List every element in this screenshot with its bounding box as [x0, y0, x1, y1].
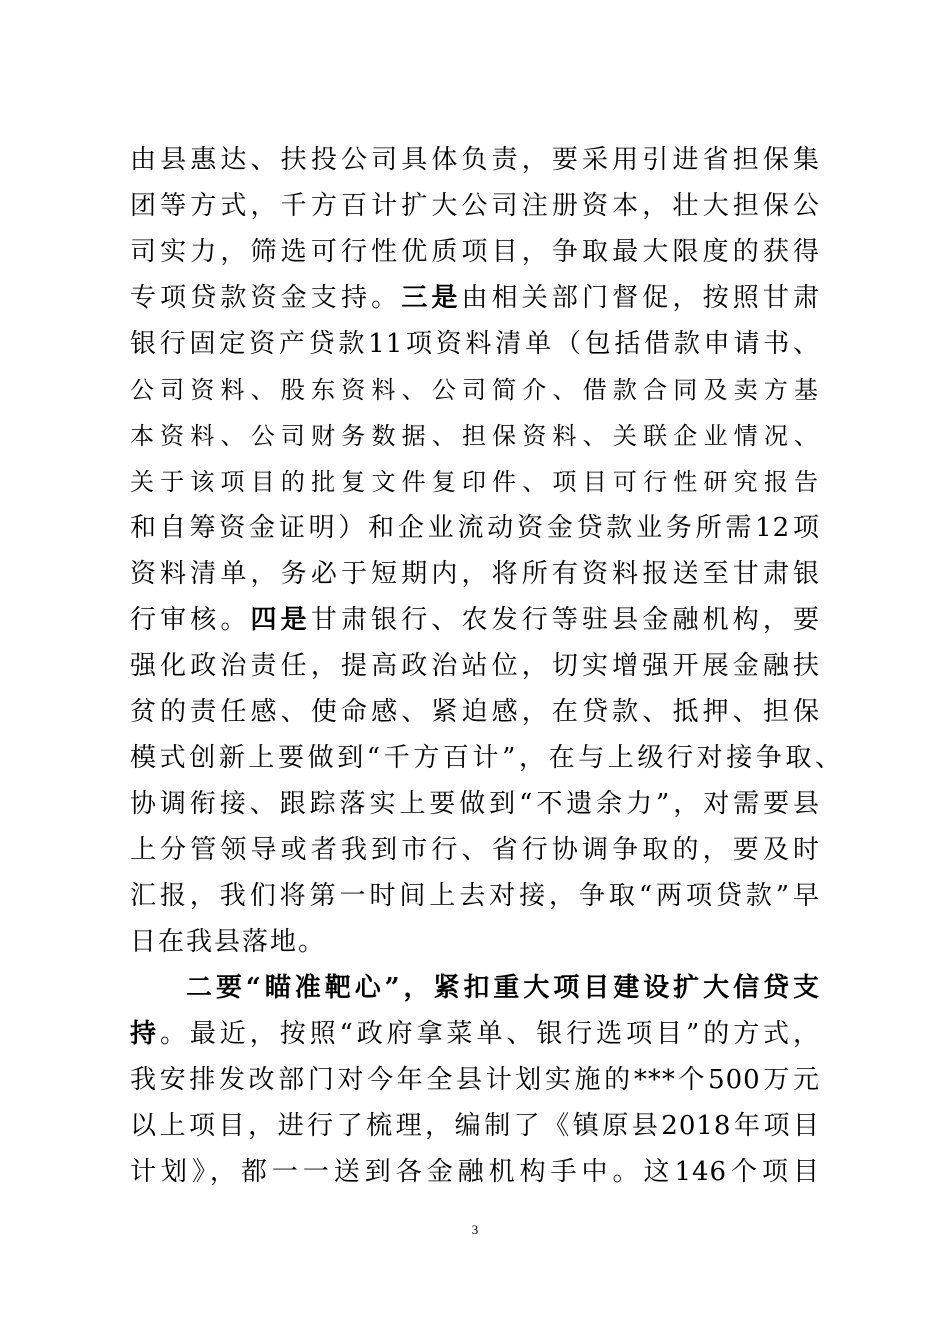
text-segment: 以上项目，进行了梳理，编制了《镇原县2018年项目	[130, 1111, 820, 1141]
bold-text-segment: 二要“瞄准靶心”，紧扣重大项目建设扩大信贷支	[186, 973, 820, 1003]
text-line	[130, 462, 820, 502]
text-line	[130, 508, 820, 548]
text-line	[130, 784, 820, 824]
text-segment: 银行固定资产贷款11项资料清单（包括借款申请书、	[130, 329, 820, 359]
text-segment: 贫的责任感、使命感、紧迫感，在贷款、抵押、担保	[130, 697, 820, 727]
text-line	[130, 140, 820, 180]
page-number: 3	[471, 1222, 479, 1237]
text-line	[130, 1106, 820, 1146]
text-line	[130, 1060, 820, 1100]
text-segment: 计划》，都一一送到各金融机构手中。这146个项目	[130, 1157, 820, 1187]
text-line	[130, 1014, 820, 1054]
text-segment: 上分管领导或者我到市行、省行协调争取的，要及时	[130, 835, 820, 865]
text-segment: 。最近，按照“政府拿菜单、银行选项目”的方式，	[159, 1019, 820, 1049]
bold-text-segment: 持	[130, 1019, 160, 1049]
text-line	[130, 738, 842, 778]
text-line	[130, 922, 820, 962]
text-segment: 由县惠达、扶投公司具体负责，要采用引进省担保集	[130, 145, 820, 175]
text-segment: 关于该项目的批复文件复印件、项目可行性研究报告	[130, 468, 820, 496]
text-segment: 本资料、公司财务数据、担保资料、关联企业情况、	[130, 422, 820, 450]
text-line	[130, 186, 820, 226]
text-line	[130, 554, 820, 594]
text-line	[130, 324, 820, 364]
text-segment: 我安排发改部门对今年全县计划实施的***个500万元	[130, 1065, 820, 1095]
text-line	[130, 876, 820, 916]
text-line	[130, 646, 820, 686]
text-segment: 团等方式，千方百计扩大公司注册资本，壮大担保公	[130, 191, 820, 221]
text-segment: 行审核。	[130, 605, 251, 635]
text-segment: 司实力，筛选可行性优质项目，争取最大限度的获得	[130, 237, 820, 267]
text-line	[130, 370, 820, 410]
text-line	[130, 692, 820, 732]
text-segment: 和自筹资金证明）和企业流动资金贷款业务所需12项	[130, 513, 820, 543]
text-line	[130, 830, 820, 870]
text-line	[130, 1152, 820, 1192]
text-segment: 公司资料、股东资料、公司简介、借款合同及卖方基	[130, 376, 820, 404]
text-segment: 资料清单，务必于短期内，将所有资料报送至甘肃银	[130, 559, 820, 589]
text-line	[130, 232, 820, 272]
text-segment: 由相关部门督促，按照甘肃	[461, 283, 820, 313]
text-segment: 模式创新上要做到“千方百计”，在与上级行对接争取、	[130, 743, 842, 773]
text-segment: 协调衔接、跟踪落实上要做到“不遗余力”，对需要县	[130, 789, 820, 819]
text-segment: 强化政治责任，提高政治站位，切实增强开展金融扶	[130, 651, 820, 681]
text-line	[130, 600, 820, 640]
text-segment: 汇报，我们将第一时间上去对接，争取“两项贷款”早	[130, 881, 820, 911]
bold-text-segment: 三是	[401, 283, 462, 313]
text-segment: 专项贷款资金支持。	[130, 283, 402, 313]
heading-line	[186, 968, 820, 1008]
bold-text-segment: 四是	[250, 605, 311, 635]
text-line	[130, 278, 820, 318]
text-segment: 日在我县落地。	[130, 927, 327, 957]
text-line	[130, 416, 820, 456]
text-segment: 甘肃银行、农发行等驻县金融机构，要	[310, 605, 820, 635]
